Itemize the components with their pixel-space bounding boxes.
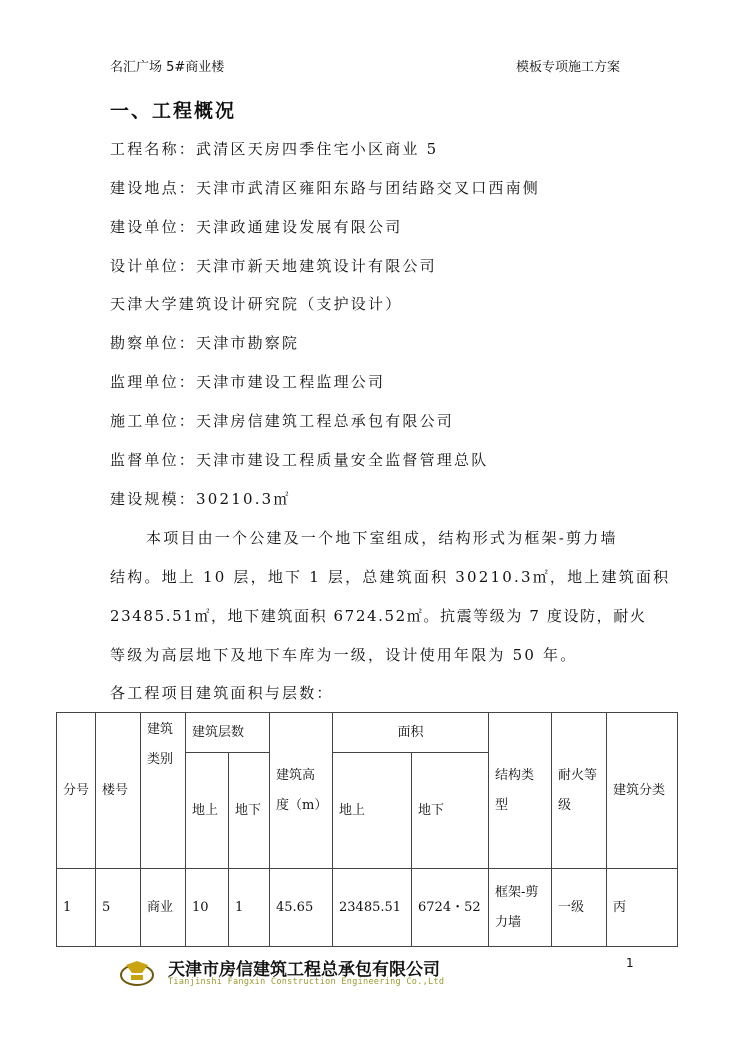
info-line: 设计单位：天津市新天地建筑设计有限公司 — [110, 257, 437, 275]
th-class: 建筑分类 — [607, 713, 678, 869]
building-table — [56, 712, 678, 947]
cell-below: 1 — [229, 869, 270, 947]
th-bldg: 楼号 — [96, 713, 141, 869]
cell-type: 商业 — [141, 869, 186, 947]
para-line: 结构。地上 10 层，地下 1 层，总建筑面积 30210.3㎡，地上建筑面积 — [110, 568, 671, 586]
scale-line: 建设规模：30210.3㎡ — [110, 490, 291, 508]
th-type: 建筑类别 — [141, 713, 186, 869]
page-number: 1 — [626, 956, 634, 970]
info-line: 监督单位：天津市建设工程质量安全监督管理总队 — [110, 451, 489, 469]
cell-area-above: 23485.51 — [333, 869, 412, 947]
info-line: 勘察单位：天津市勘察院 — [110, 334, 300, 352]
company-logo-icon — [118, 957, 156, 987]
info-line: 建设地点：天津市武清区雍阳东路与团结路交叉口西南侧 — [110, 179, 541, 197]
header-right: 模板专项施工方案 — [516, 60, 621, 75]
footer-company: 天津市房信建筑工程总承包有限公司 — [168, 960, 440, 980]
th-floors: 建筑层数 — [186, 713, 270, 753]
table-caption: 各工程项目建筑面积与层数： — [110, 684, 334, 702]
cell-class: 丙 — [607, 869, 678, 947]
cell-bldg: 5 — [96, 869, 141, 947]
cell-above: 10 — [186, 869, 229, 947]
para-line: 23485.51㎡，地下建筑面积 6724.52㎡。抗震等级为 7 度设防，耐火 — [110, 607, 647, 625]
section-title: 一、工程概况 — [110, 100, 237, 122]
th-area-above: 地上 — [333, 753, 412, 869]
para-line: 本项目由一个公建及一个地下室组成，结构形式为框架-剪力墙 — [146, 529, 618, 547]
cell-height: 45.65 — [270, 869, 333, 947]
cell-no: 1 — [57, 869, 96, 947]
header-left: 名汇广场 5#商业楼 — [110, 60, 225, 75]
info-line: 工程名称：武清区天房四季住宅小区商业 5 — [110, 140, 439, 158]
th-below: 地下 — [229, 753, 270, 869]
info-line: 建设单位：天津政通建设发展有限公司 — [110, 218, 403, 236]
th-area: 面积 — [333, 713, 489, 753]
para-line: 等级为高层地下及地下车库为一级，设计使用年限为 50 年。 — [110, 646, 578, 664]
cell-struct: 框架-剪力墙 — [489, 869, 552, 947]
th-struct: 结构类型 — [489, 713, 552, 869]
cell-area-below: 6724・52 — [412, 869, 489, 947]
footer-company-en: Tianjinshi Fangxin Construction Engineering Co.,Ltd — [168, 977, 445, 987]
th-height: 建筑高度（m） — [270, 713, 333, 869]
th-fire: 耐火等级 — [552, 713, 607, 869]
th-above: 地上 — [186, 753, 229, 869]
info-line: 天津大学建筑设计研究院（支护设计） — [110, 295, 403, 313]
info-line: 施工单位：天津房信建筑工程总承包有限公司 — [110, 412, 455, 430]
th-no: 分号 — [57, 713, 96, 869]
table-row — [57, 869, 678, 947]
info-line: 监理单位：天津市建设工程监理公司 — [110, 373, 386, 391]
th-area-below: 地下 — [412, 753, 489, 869]
cell-fire: 一级 — [552, 869, 607, 947]
